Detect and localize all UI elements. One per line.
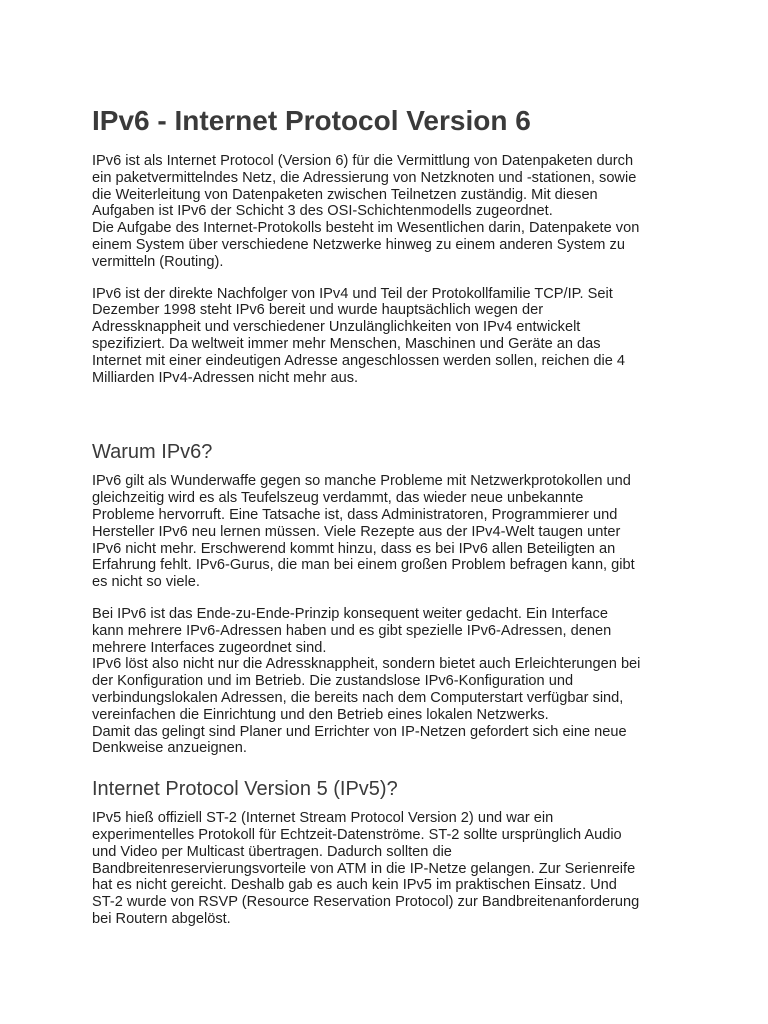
ipv5-paragraph-1: IPv5 hieß offiziell ST-2 (Internet Stream Protocol Version 2) und war ein experimentelles Protokoll für Echtzeit-Datenströme. ST-2 sollte ursprünglich Audio und Video per Multicast übertragen. Dadurch sollten die Bandbreitenreservierungsvorteile von ATM in die IP-Netze gelangen. Zur Serienreife hat es nicht gereicht. Deshalb gab es auch kein IPv5 im praktischen Einsatz. Und ST-2 wurde von RSVP (Resource Reservation Protocol) zur Bandbreitenanforderung bei Routern abgelöst. (92, 810, 640, 927)
section-heading-ipv5: Internet Protocol Version 5 (IPv5)? (92, 778, 398, 801)
document-page (92, 104, 682, 928)
section-spacer (92, 757, 682, 777)
document-title: IPv6 - Internet Protocol Version 6 (92, 105, 531, 136)
section-spacer (92, 386, 682, 440)
why-paragraph-1: IPv6 gilt als Wunderwaffe gegen so manche Probleme mit Netzwerkprotokollen und gleichzeitig wird es als Teufelszeug verdammt, das wieder neue unbekannte Probleme hervorruft. Eine Tatsache ist, dass Administratoren, Programmierer und Hersteller IPv6 neu lernen müssen. Viele Rezepte aus der IPv4-Welt taugen unter IPv6 nicht mehr. Erschwerend kommt hinzu, dass es bei IPv6 allen Beteiligten an Erfahrung fehlt. IPv6-Gurus, die man bei einem großen Problem befragen kann, gibt es nicht so viele. (92, 473, 635, 591)
why-paragraph-2: Bei IPv6 ist das Ende-zu-Ende-Prinzip konsequent weiter gedacht. Ein Interface kann mehrere IPv6-Adressen haben und es gibt spezielle IPv6-Adressen, denen mehrere Interfaces zugeordnet sind. IPv6 löst also nicht nur die Adressknappheit, sondern bietet auch Erleichterungen bei der Konfiguration und im Betrieb. Die zustandslose IPv6-Konfiguration und verbindungslokalen Adressen, die bereits nach dem Computerstart verfügbar sind, vereinfachen die Einrichtung und den Betrieb eines lokalen Netzwerks. Damit das gelingt sind Planer und Errichter von IP-Netzen gefordert sich eine neue Denkweise anzueignen. (92, 605, 641, 757)
intro-paragraph-1: IPv6 ist als Internet Protocol (Version 6) für die Vermittlung von Datenpaketen durch ein paketvermittelndes Netz, die Adressierung von Netzknoten und -stationen, sowie die Weiterleitung von Datenpaketen zwischen Teilnetzen zuständig. Mit diesen Aufgaben ist IPv6 der Schicht 3 des OSI-Schichtenmodells zugeordnet. Die Aufgabe des Internet-Protokolls besteht im Wesentlichen darin, Datenpakete von einem System über verschiedene Netzwerke hinweg zu einem anderen System zu vermitteln (Routing). (92, 153, 640, 270)
section-heading-why-ipv6: Warum IPv6? (92, 441, 213, 464)
paragraph-spacer (92, 591, 682, 606)
paragraph-spacer (92, 271, 682, 286)
intro-paragraph-2: IPv6 ist der direkte Nachfolger von IPv4 und Teil der Protokollfamilie TCP/IP. Seit Dezember 1998 steht IPv6 bereit und wurde hauptsächlich wegen der Adressknappheit und verschiedener Unzulänglichkeiten von IPv4 entwickelt spezifiziert. Da weltweit immer mehr Menschen, Maschinen und Geräte an das Internet mit einer eindeutigen Adresse angeschlossen werden sollen, reichen die 4 Milliarden IPv4-Adressen nicht mehr aus. (92, 285, 626, 386)
